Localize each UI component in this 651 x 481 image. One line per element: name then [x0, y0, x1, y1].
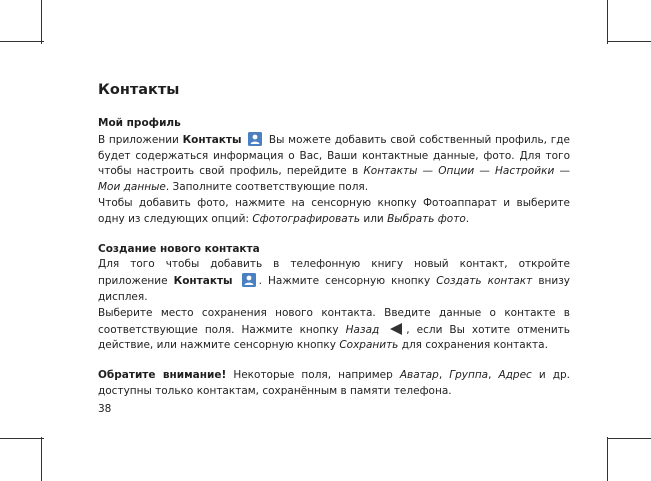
note-label: Обратите внимание! [98, 369, 227, 382]
crop-mark [41, 437, 42, 481]
option-name: Сфотографировать [252, 212, 361, 225]
crop-mark [607, 41, 651, 42]
section-my-profile [98, 116, 570, 228]
section-create-contact [98, 242, 570, 355]
menu-path: Контакты — Опции — Настройки — Мои данные [98, 165, 570, 194]
section-heading: Создание нового контакта [98, 242, 260, 255]
option-name: Выбрать фото [387, 212, 466, 225]
crop-mark [0, 41, 44, 42]
field-name: Аватар [399, 369, 439, 382]
page-number: 38 [98, 403, 112, 415]
crop-mark [0, 438, 44, 439]
manual-page [98, 80, 570, 414]
app-name: Контакты [173, 275, 233, 288]
field-name: Группа [449, 369, 489, 382]
text: Чтобы добавить фото, нажмите на сенсорную кнопку Фотоаппарат и выберите одну из следующих опций: [98, 196, 570, 225]
text: В приложении [98, 133, 183, 146]
section-note [98, 368, 570, 400]
text: Выберите место сохранения нового контакта. Введите данные о контакте в соответствующие поля. Нажмите кнопку [98, 306, 570, 336]
text: и др. доступны только контактам, сохранённым в памяти телефона. [98, 369, 570, 397]
crop-mark [607, 437, 608, 481]
section-heading: Мой профиль [98, 117, 181, 129]
crop-mark [607, 438, 651, 439]
button-name: Создать контакт [436, 275, 533, 288]
text: . Нажмите сенсорную кнопку [258, 275, 437, 288]
text: внизу дисплея. [98, 275, 571, 303]
text: Некоторые поля, например [226, 369, 400, 382]
paragraph [98, 306, 570, 354]
text: , [438, 369, 450, 382]
text: . Заполните соответствующие поля. [165, 181, 369, 194]
text: , если Вы хотите отменить действие, или нажмите сенсорную кнопку [98, 323, 570, 352]
app-name: Контакты [182, 133, 242, 146]
back-arrow-icon [389, 322, 403, 336]
text: , [488, 369, 499, 382]
button-name: Назад [345, 323, 380, 336]
text: Вы можете добавить свой собственный профиль, где будет содержаться информация о Вас, Ваши контактные данные, фото. Для того чтобы настроить свой профиль, перейдите в [98, 133, 570, 178]
text: или [360, 212, 388, 225]
paragraph [98, 257, 570, 305]
paragraph [98, 368, 570, 400]
contacts-app-icon [242, 273, 256, 287]
text: для сохранения контакта. [398, 339, 548, 352]
button-name: Сохранить [339, 339, 399, 352]
paragraph [98, 132, 570, 196]
paragraph [98, 196, 570, 228]
text: Для того чтобы добавить в телефонную книгу новый контакт, откройте приложение [98, 258, 570, 288]
crop-mark [607, 0, 608, 44]
field-name: Адрес [498, 369, 532, 382]
crop-mark [41, 0, 42, 44]
page-title: Контакты [98, 82, 180, 98]
text: . [465, 212, 470, 225]
contacts-app-icon [248, 132, 262, 146]
